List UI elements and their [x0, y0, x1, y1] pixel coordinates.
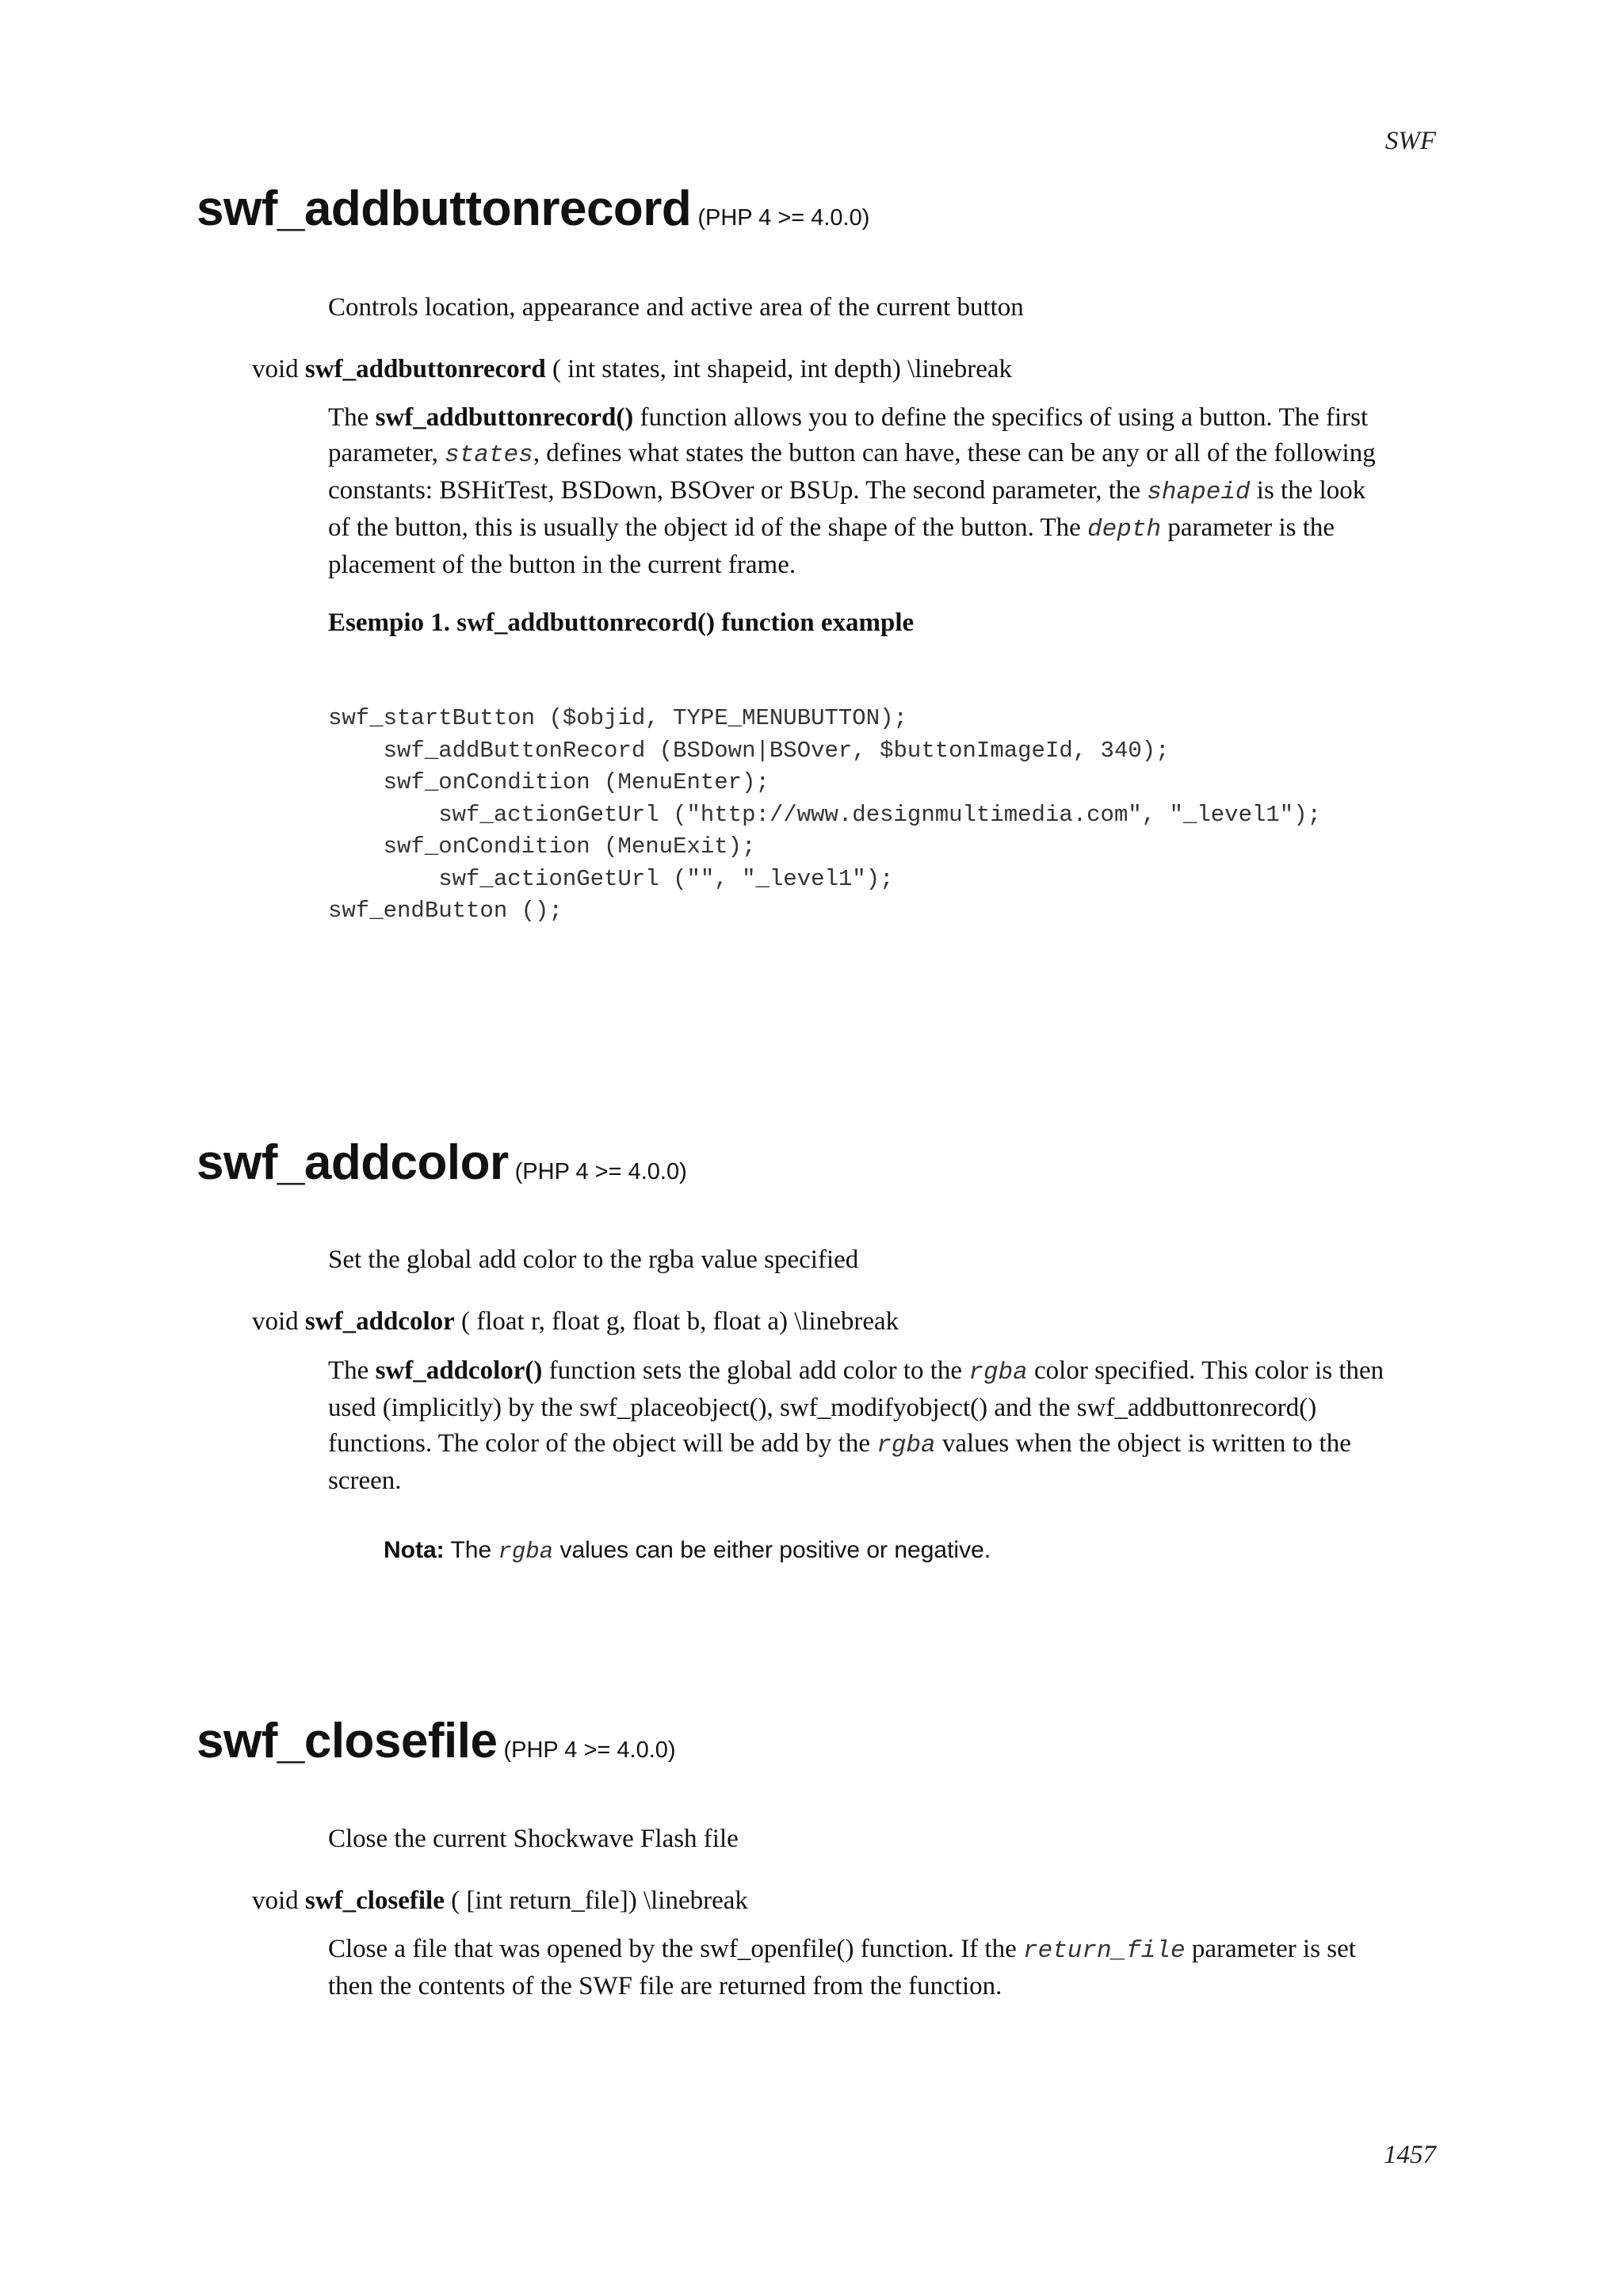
function-title: swf_addbuttonrecord	[197, 181, 692, 236]
description-line: functions. The color of the object will be add by the rgba values when the object is written to the	[328, 1429, 1351, 1459]
description-line: The swf_addcolor() function sets the global add color to the rgba color specified. This color is then	[328, 1356, 1384, 1386]
description-line: constants: BSHitTest, BSDown, BSOver or BSUp. The second parameter, the shapeid is the look	[328, 476, 1366, 506]
description-line: The swf_addbuttonrecord() function allows you to define the specifics of using a button. The first	[328, 403, 1369, 432]
example-title: Esempio 1. swf_addbuttonrecord() function example	[328, 608, 915, 637]
note: Nota: The rgba values can be either positive or negative.	[384, 1537, 991, 1565]
note-label: Nota:	[384, 1537, 445, 1563]
description-line: screen.	[328, 1466, 402, 1495]
parameter-name: rgba	[498, 1539, 554, 1565]
function-synopsis	[252, 1307, 899, 1337]
parameter-name: rgba	[876, 1432, 936, 1459]
description-line: Close a file that was opened by the swf_openfile() function. If the return_file parameter is set	[328, 1935, 1356, 1965]
running-header: SWF	[1384, 127, 1436, 155]
function-purpose: Controls location, appearance and active area of the current button	[328, 293, 1024, 322]
php-version: (PHP 4 >= 4.0.0)	[503, 1737, 676, 1763]
code-example: swf_startButton ($objid, TYPE_MENUBUTTON); swf_addButtonRecord (BSDown|BSOver, $buttonImageId, 340); swf_onCondition (MenuEnter); swf_actionGetUrl ("http://www.designmultimedia.com", "_level1"); swf_onCondition (MenuExit); swf_actionGetUrl ("", "_level1"); swf_endButton ();	[328, 705, 1322, 924]
function-reference: swf_addcolor()	[375, 1356, 543, 1385]
function-heading	[197, 181, 869, 237]
function-purpose: Close the current Shockwave Flash file	[328, 1825, 739, 1853]
description-line: parameter, states, defines what states the button can have, these can be any or all of the following	[328, 439, 1376, 469]
return-type: void	[252, 1886, 299, 1915]
description-line: used (implicitly) by the swf_placeobject(), swf_modifyobject() and the swf_addbuttonrecord()	[328, 1394, 1317, 1422]
page-number: 1457	[1384, 2141, 1436, 2169]
php-version: (PHP 4 >= 4.0.0)	[697, 205, 870, 231]
function-title: swf_addcolor	[197, 1135, 509, 1190]
function-title: swf_closefile	[197, 1714, 498, 1768]
description-line: placement of the button in the current frame.	[328, 551, 796, 579]
parameter-name: rgba	[968, 1359, 1028, 1386]
function-purpose: Set the global add color to the rgba value specified	[328, 1245, 859, 1274]
synopsis-function-name: swf_addcolor	[304, 1307, 455, 1336]
synopsis-function-name: swf_addbuttonrecord	[304, 355, 546, 383]
synopsis-params: ( int states, int shapeid, int depth) \linebreak	[552, 355, 1013, 383]
function-synopsis	[252, 355, 1012, 384]
synopsis-params: ( float r, float g, float b, float a) \linebreak	[461, 1307, 899, 1336]
php-version: (PHP 4 >= 4.0.0)	[514, 1159, 687, 1184]
function-description	[328, 1932, 1438, 2004]
function-description	[328, 400, 1438, 583]
description-line: then the contents of the SWF file are returned from the function.	[328, 1972, 1002, 2000]
function-synopsis	[252, 1886, 748, 1916]
description-line: of the button, this is usually the object id of the shape of the button. The depth parameter is the	[328, 513, 1335, 543]
parameter-name: shapeid	[1147, 479, 1251, 506]
function-description	[328, 1353, 1438, 1499]
function-reference: swf_addbuttonrecord()	[375, 403, 634, 432]
synopsis-function-name: swf_closefile	[304, 1886, 445, 1915]
function-heading	[197, 1713, 676, 1769]
return-type: void	[252, 355, 299, 383]
parameter-name: return_file	[1022, 1937, 1186, 1965]
parameter-name: depth	[1087, 516, 1162, 543]
synopsis-params: ( [int return_file]) \linebreak	[451, 1886, 748, 1915]
function-heading	[197, 1135, 687, 1191]
return-type: void	[252, 1307, 299, 1336]
parameter-name: states	[445, 441, 533, 469]
